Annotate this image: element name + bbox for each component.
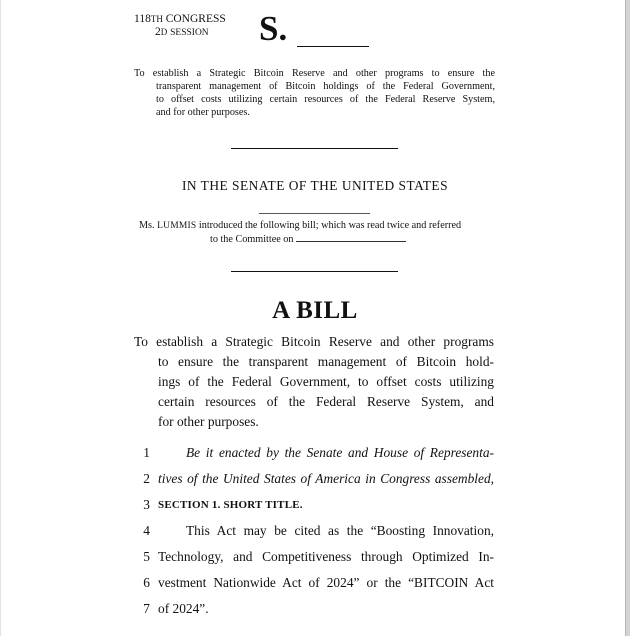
session-line: 2D SESSION (155, 26, 209, 38)
line-number: 3 (143, 497, 150, 512)
divider-rule (231, 148, 398, 149)
long-purpose-line: certain resources of the Federal Reserve System, and (158, 394, 494, 409)
introduction-line: to the Committee on (139, 233, 491, 246)
short-purpose (134, 67, 495, 119)
divider-rule (231, 271, 398, 272)
committee-blank (296, 241, 406, 242)
section-text: Technology, and Competitiveness through Optimized In- (158, 549, 494, 564)
section-text: vestment Nationwide Act of 2024” or the “BITCOIN Act (158, 575, 494, 590)
long-purpose-line: To establish a Strategic Bitcoin Reserve and other programs (134, 334, 494, 349)
line-number: 7 (143, 601, 150, 616)
short-purpose-line: To establish a Strategic Bitcoin Reserve and other programs to ensure the (134, 68, 495, 79)
bill-line (130, 570, 496, 596)
bill-heading: A BILL (272, 297, 358, 324)
long-purpose-line: for other purposes. (158, 414, 259, 429)
bill-text (130, 440, 496, 622)
bill-line (130, 466, 496, 492)
divider-rule-short (259, 213, 370, 214)
sponsor-name: LUMMIS (157, 221, 197, 231)
short-purpose-line: to offset costs utilizing certain resources of the Federal Reserve System, (156, 94, 495, 105)
long-purpose-line: ings of the Federal Government, to offset costs utilizing (158, 374, 494, 389)
congress-session-label (134, 13, 226, 40)
bill-number-blank (297, 46, 369, 47)
bill-line (130, 544, 496, 570)
bill-number-prefix: S. (259, 9, 288, 48)
line-number: 2 (143, 471, 150, 486)
congress-line: 118TH CONGRESS (134, 13, 226, 25)
line-number: 6 (143, 575, 150, 590)
short-purpose-line: and for other purposes. (156, 107, 250, 118)
line-number: 4 (143, 523, 150, 538)
bill-line (130, 518, 496, 544)
long-purpose-line: to ensure the transparent management of Bitcoin hold- (158, 354, 494, 369)
introduction-line: Ms. LUMMIS introduced the following bill; which was read twice and referred (139, 220, 462, 231)
section-text: This Act may be cited as the “Boosting Innovation, (186, 523, 494, 538)
short-purpose-line: transparent management of Bitcoin holdings of the Federal Government, (156, 81, 495, 92)
enacting-clause: tives of the United States of America in Congress assembled, (158, 471, 494, 486)
section-heading: SECTION 1. SHORT TITLE. (158, 499, 303, 511)
line-number: 1 (143, 445, 150, 460)
bill-line (130, 596, 496, 622)
bill-line (130, 440, 496, 466)
introduction-statement (139, 219, 491, 246)
senate-heading: IN THE SENATE OF THE UNITED STATES (181, 178, 449, 193)
enacting-clause: Be it enacted by the Senate and House of Representa- (186, 445, 494, 460)
bill-line (130, 492, 496, 518)
line-number: 5 (143, 549, 150, 564)
section-text: of 2024”. (158, 601, 209, 616)
long-purpose (134, 332, 494, 432)
